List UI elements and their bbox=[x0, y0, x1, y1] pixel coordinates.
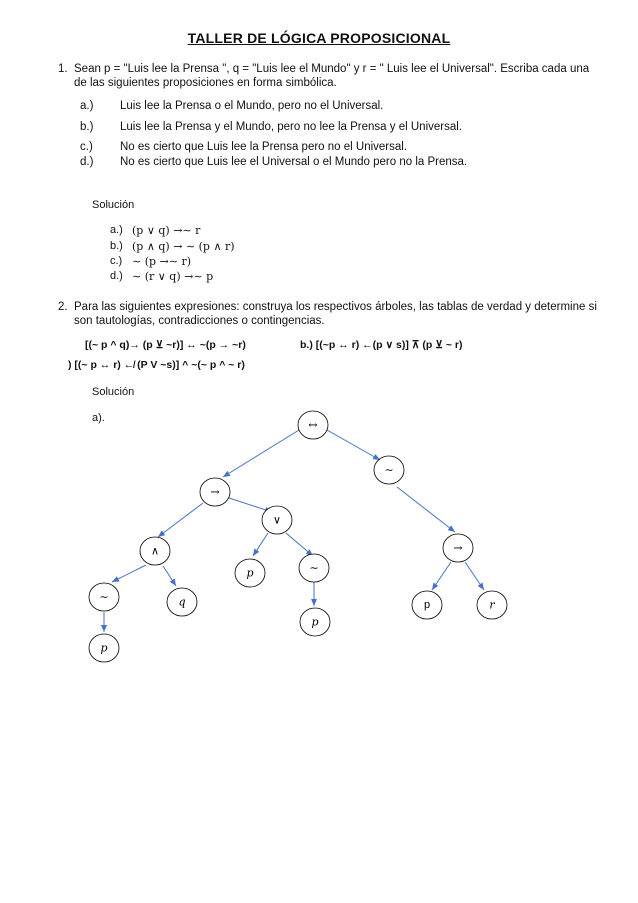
tree-node-label: r bbox=[489, 598, 495, 612]
solution-1-expression: (p ∧ q) → ∼ (p ∧ r) bbox=[132, 240, 235, 253]
question-1-option-text: Luis lee la Prensa y el Mundo, pero no lee la Prensa y el Universal. bbox=[120, 121, 462, 133]
solution-1-label: b.) bbox=[110, 240, 123, 252]
tree-edge bbox=[286, 533, 313, 556]
solution-1-heading: Solución bbox=[92, 199, 135, 211]
question-1-number: 1. bbox=[58, 63, 68, 75]
question-2-expression-a: [(~ p ^ q)→ (p ⊻ ~r)] ↔ ~(p → ~r) bbox=[85, 339, 246, 351]
solution-2-heading: Solución bbox=[92, 386, 135, 398]
solution-1-expression: (p ∨ q) →∼ r bbox=[132, 224, 201, 237]
solution-1-expression: ∼ (r ∨ q) →∼ p bbox=[132, 270, 214, 283]
question-1-option-label: d.) bbox=[80, 156, 94, 168]
question-1-option-label: a.) bbox=[80, 100, 94, 112]
tree-node-label: q bbox=[178, 595, 186, 609]
tree-node-label: ∨ bbox=[272, 513, 282, 527]
question-2-expression-b: b.) [(~p ↔ r) ←(p ∨ s)] ⊼ (p ⊻ ~ r) bbox=[300, 339, 463, 351]
solution-1-label: a.) bbox=[110, 224, 123, 236]
question-1-text-line1: Sean p = "Luis lee la Prensa ", q = "Luis lee el Mundo" y r = " Luis lee el Universal". Escriba cada una bbox=[74, 63, 590, 75]
tree-edge bbox=[432, 562, 451, 590]
question-1-option-label: b.) bbox=[80, 121, 94, 133]
tree-node-label: ∼ bbox=[99, 590, 109, 604]
tree-node-label: ∼ bbox=[309, 561, 319, 575]
tree-edge bbox=[253, 533, 268, 556]
tree-edge bbox=[158, 503, 203, 537]
solution-1-label: c.) bbox=[110, 255, 123, 267]
page-title: TALLER DE LÓGICA PROPOSICIONAL bbox=[187, 30, 451, 46]
tree-edge bbox=[229, 498, 272, 512]
solution-1-label: d.) bbox=[110, 270, 123, 282]
tree-edge bbox=[223, 430, 299, 477]
tree-node-label: ∧ bbox=[150, 544, 160, 558]
solution-2-part-label: a). bbox=[92, 412, 105, 424]
question-2-expression-c: ) [(~ p ↔ r) ↚ (P V ~s)] ^ ~(~ p ^ ~ r) bbox=[68, 359, 245, 371]
tree-edge bbox=[327, 430, 380, 460]
question-2-number: 2. bbox=[58, 301, 68, 313]
tree-edge bbox=[163, 566, 176, 586]
question-2-text-line2: son tautologías, contradicciones o contingencias. bbox=[74, 315, 325, 327]
tree-node-label: → bbox=[210, 485, 220, 499]
question-1-option-text: No es cierto que Luis lee el Universal o el Mundo pero no la Prensa. bbox=[120, 156, 468, 168]
question-1-option-text: No es cierto que Luis lee la Prensa pero no el Universal. bbox=[120, 141, 408, 153]
question-2-text-line1: Para las siguientes expresiones: construya los respectivos árboles, las tablas de verdad y determine si bbox=[74, 301, 597, 313]
tree-node-label: → bbox=[453, 541, 463, 555]
tree-edge bbox=[465, 562, 484, 590]
solution-1-expression: ∼ (p →∼ r) bbox=[132, 255, 192, 268]
question-1-option-label: c.) bbox=[80, 141, 93, 153]
tree-edge bbox=[397, 487, 455, 532]
tree-edge bbox=[112, 565, 146, 582]
question-1-option-text: Luis lee la Prensa o el Mundo, pero no el Universal. bbox=[120, 100, 384, 112]
question-1-text-line2: de las siguientes proposiciones en forma simbólica. bbox=[74, 77, 337, 89]
tree-node-label: ∼ bbox=[384, 463, 394, 477]
tree-node-label: p bbox=[246, 566, 254, 580]
tree-node-label: ↔ bbox=[308, 418, 318, 432]
tree-node-label: p bbox=[423, 599, 431, 611]
tree-node-label: p bbox=[311, 615, 319, 629]
tree-node-label: p bbox=[100, 641, 108, 655]
